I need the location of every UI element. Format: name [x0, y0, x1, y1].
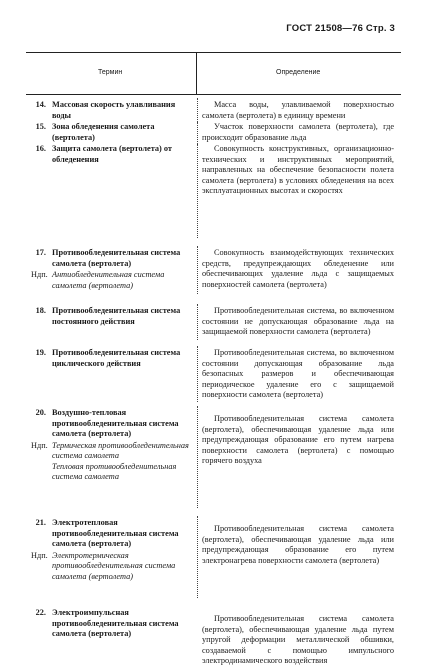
- column-header-definitions: Определение: [276, 69, 321, 76]
- definition-text: Противообледенительная система самолета (вертолета), обеспечивающая удаление льда путем упругой деформации металлической обшивки, создаваемой с помощью импульсного электродинамического воздействия: [202, 614, 394, 665]
- term-text: Защита самолета (вертолета) от обледенения: [52, 144, 173, 164]
- ndp-text: Электротермическая противообледенительная система самолета (вертолета): [52, 550, 176, 581]
- row-divider-mark: [197, 144, 199, 238]
- nonrecommended-term: [31, 550, 196, 583]
- term-number: 19.: [35, 348, 46, 357]
- row-divider-mark: [197, 516, 199, 598]
- definition-text: Участок поверхности самолета (вертолета), где происходит образование льда: [202, 122, 394, 142]
- row-divider-mark: [197, 304, 199, 340]
- term-text: Массовая скорость улавливания воды: [52, 100, 176, 120]
- term-number: 16.: [35, 144, 46, 153]
- term-text: Противообледенительная система постоянного действия: [52, 306, 181, 326]
- column-header-terms: Термин: [98, 69, 123, 76]
- term-main: Противообледенительная система самолета (вертолета): [52, 248, 181, 268]
- term-number: 15.: [35, 122, 46, 131]
- term-text: Противообледенительная система циклического действия: [52, 348, 181, 368]
- ndp-text-2: Тепловая противообледенительная система самолета: [52, 461, 177, 481]
- nonrecommended-term: [31, 270, 196, 291]
- row-divider-mark: [197, 98, 199, 122]
- ndp-text: Термическая противообледенительная система самолета: [52, 440, 189, 460]
- definition-text: Противообледенительная система самолета (вертолета), обеспечивающая удаление льда или предупреждающая образование его путем нагрева поверхности самолета (вертолета) с помощью горячего воздуха: [202, 414, 394, 465]
- term-number: 21.: [35, 518, 46, 527]
- term-text: Зона обледенения самолета (вертолета): [52, 122, 155, 142]
- table-header-rule: [26, 94, 401, 95]
- nonrecommended-term: [31, 440, 196, 462]
- definition-text: Противообледенительная система, во включенном состоянии допускающая образование льда безопасных размеров и обеспечивающая периодическое удаление его с защищаемой поверхности самолета (вертолета): [202, 348, 394, 399]
- ndp-text: Антиобледенительная система самолета (вертолета): [52, 270, 165, 290]
- term-main: Воздушно-тепловая противообледенительная система самолета (вертолета): [52, 408, 179, 438]
- row-divider-mark: [197, 346, 199, 402]
- row-divider-mark: [197, 246, 199, 294]
- row-divider-mark: [197, 406, 199, 508]
- term-number: 22.: [35, 608, 46, 617]
- page-header: ГОСТ 21508—76 Стр. 3: [286, 23, 395, 34]
- terms-table: [26, 52, 401, 665]
- table-top-rule: [26, 52, 401, 53]
- term-number: 17.: [35, 248, 46, 257]
- term-number: 20.: [35, 408, 46, 417]
- term-number: 14.: [35, 100, 46, 109]
- definition-text: Противообледенительная система, во включенном состоянии не допускающая образование льда на защищаемой поверхности самолета (вертолета): [202, 306, 394, 336]
- definition-text: Совокупность взаимодействующих технических средств, предупреждающих обледенение или обеспечивающих удаление льда с защищаемых поверхностей самолета (вертолета): [202, 248, 394, 289]
- header-column-divider: [196, 52, 197, 94]
- ndp-label: Ндп.: [31, 270, 48, 279]
- row-divider-mark: [197, 122, 199, 144]
- ndp-label: Ндп.: [31, 550, 48, 560]
- term-main: Электротепловая противообледенительная система самолета (вертолета): [52, 518, 179, 548]
- definition-text: Совокупность конструктивных, организационно-технических и инструктивных мероприятий, направленных на обеспечение безопасности полета самолета (вертолета) в условиях обледенения на всех эксплуатационных высотах и скоростях: [202, 144, 394, 195]
- ndp-label: Ндп.: [31, 440, 48, 450]
- term-number: 18.: [35, 306, 46, 315]
- term-text: Электроимпульсная противообледенительная система самолета (вертолета): [52, 608, 179, 638]
- definition-text: Масса воды, улавливаемой поверхностью самолета (вертолета) в единицу времени: [202, 100, 394, 120]
- definition-text: Противообледенительная система самолета (вертолета), обеспечивающая удаление льда или предупреждающая образование его путем электронагрева поверхности самолета (вертолета): [202, 524, 394, 565]
